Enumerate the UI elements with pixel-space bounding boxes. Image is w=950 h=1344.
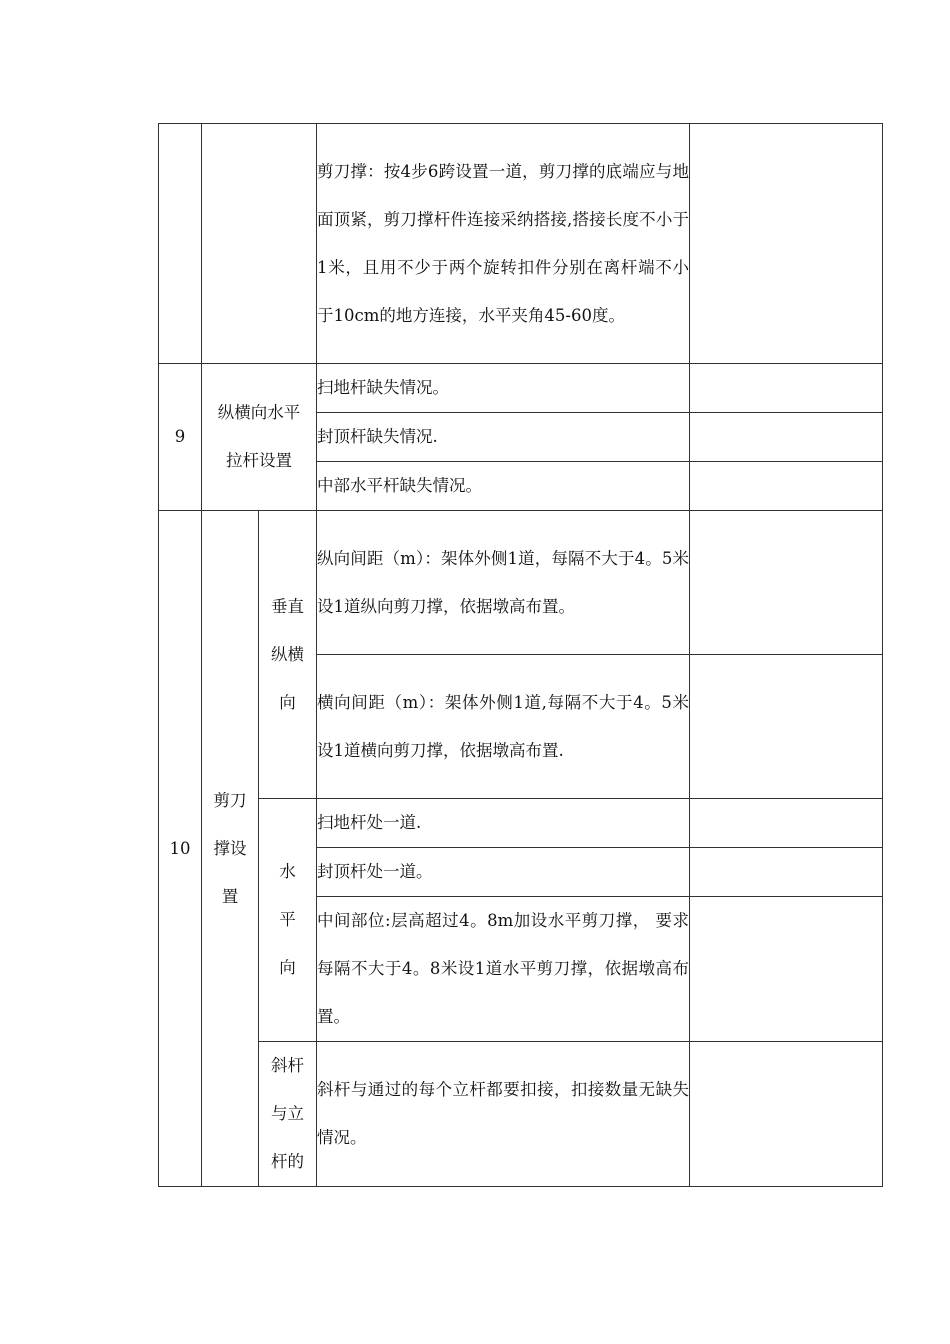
result-cell[interactable] <box>690 1042 883 1187</box>
row-number-cell <box>159 124 202 364</box>
requirement-cell: 封顶杆处一道。 <box>317 848 690 897</box>
table-row <box>159 1042 883 1187</box>
requirement-cell: 中间部位:层高超过4。8m加设水平剪刀撑， 要求每隔不大于4。8米设1道水平剪刀撑，依据墩高布置。 <box>317 897 690 1042</box>
category-cell: 纵横向水平拉杆设置 <box>202 364 317 511</box>
table-row <box>159 364 883 413</box>
requirement-cell: 扫地杆处一道. <box>317 799 690 848</box>
inspection-table <box>158 123 883 1187</box>
category-cell: 剪刀撑设置 <box>202 511 259 1187</box>
result-cell[interactable] <box>690 848 883 897</box>
result-cell[interactable] <box>690 799 883 848</box>
category-cell <box>202 124 317 364</box>
subcategory-cell: 垂直纵横向 <box>259 511 317 799</box>
result-cell[interactable] <box>690 462 883 511</box>
requirement-cell: 纵向间距（m）：架体外侧1道，每隔不大于4。5米设1道纵向剪刀撑，依据墩高布置。 <box>317 511 690 655</box>
table-row <box>159 799 883 848</box>
result-cell[interactable] <box>690 655 883 799</box>
result-cell[interactable] <box>690 897 883 1042</box>
result-cell[interactable] <box>690 511 883 655</box>
inspection-sheet <box>158 123 883 1187</box>
subcategory-cell: 水平向 <box>259 799 317 1042</box>
subcategory-cell: 斜杆与立杆的 <box>259 1042 317 1187</box>
requirement-cell: 剪刀撑：按4步6跨设置一道，剪刀撑的底端应与地面顶紧，剪刀撑杆件连接采纳搭接,搭接长度不小于1米，且用不少于两个旋转扣件分别在离杆端不小于10cm的地方连接，水平夹角45-60度。 <box>317 124 690 364</box>
requirement-cell: 横向间距（m）：架体外侧1道,每隔不大于4。5米设1道横向剪刀撑，依据墩高布置. <box>317 655 690 799</box>
requirement-cell: 中部水平杆缺失情况。 <box>317 462 690 511</box>
requirement-cell: 封顶杆缺失情况. <box>317 413 690 462</box>
requirement-cell: 斜杆与通过的每个立杆都要扣接，扣接数量无缺失情况。 <box>317 1042 690 1187</box>
row-number-cell: 10 <box>159 511 202 1187</box>
table-row <box>159 511 883 655</box>
result-cell[interactable] <box>690 364 883 413</box>
row-number-cell: 9 <box>159 364 202 511</box>
table-row <box>159 124 883 364</box>
result-cell[interactable] <box>690 124 883 364</box>
requirement-cell: 扫地杆缺失情况。 <box>317 364 690 413</box>
result-cell[interactable] <box>690 413 883 462</box>
